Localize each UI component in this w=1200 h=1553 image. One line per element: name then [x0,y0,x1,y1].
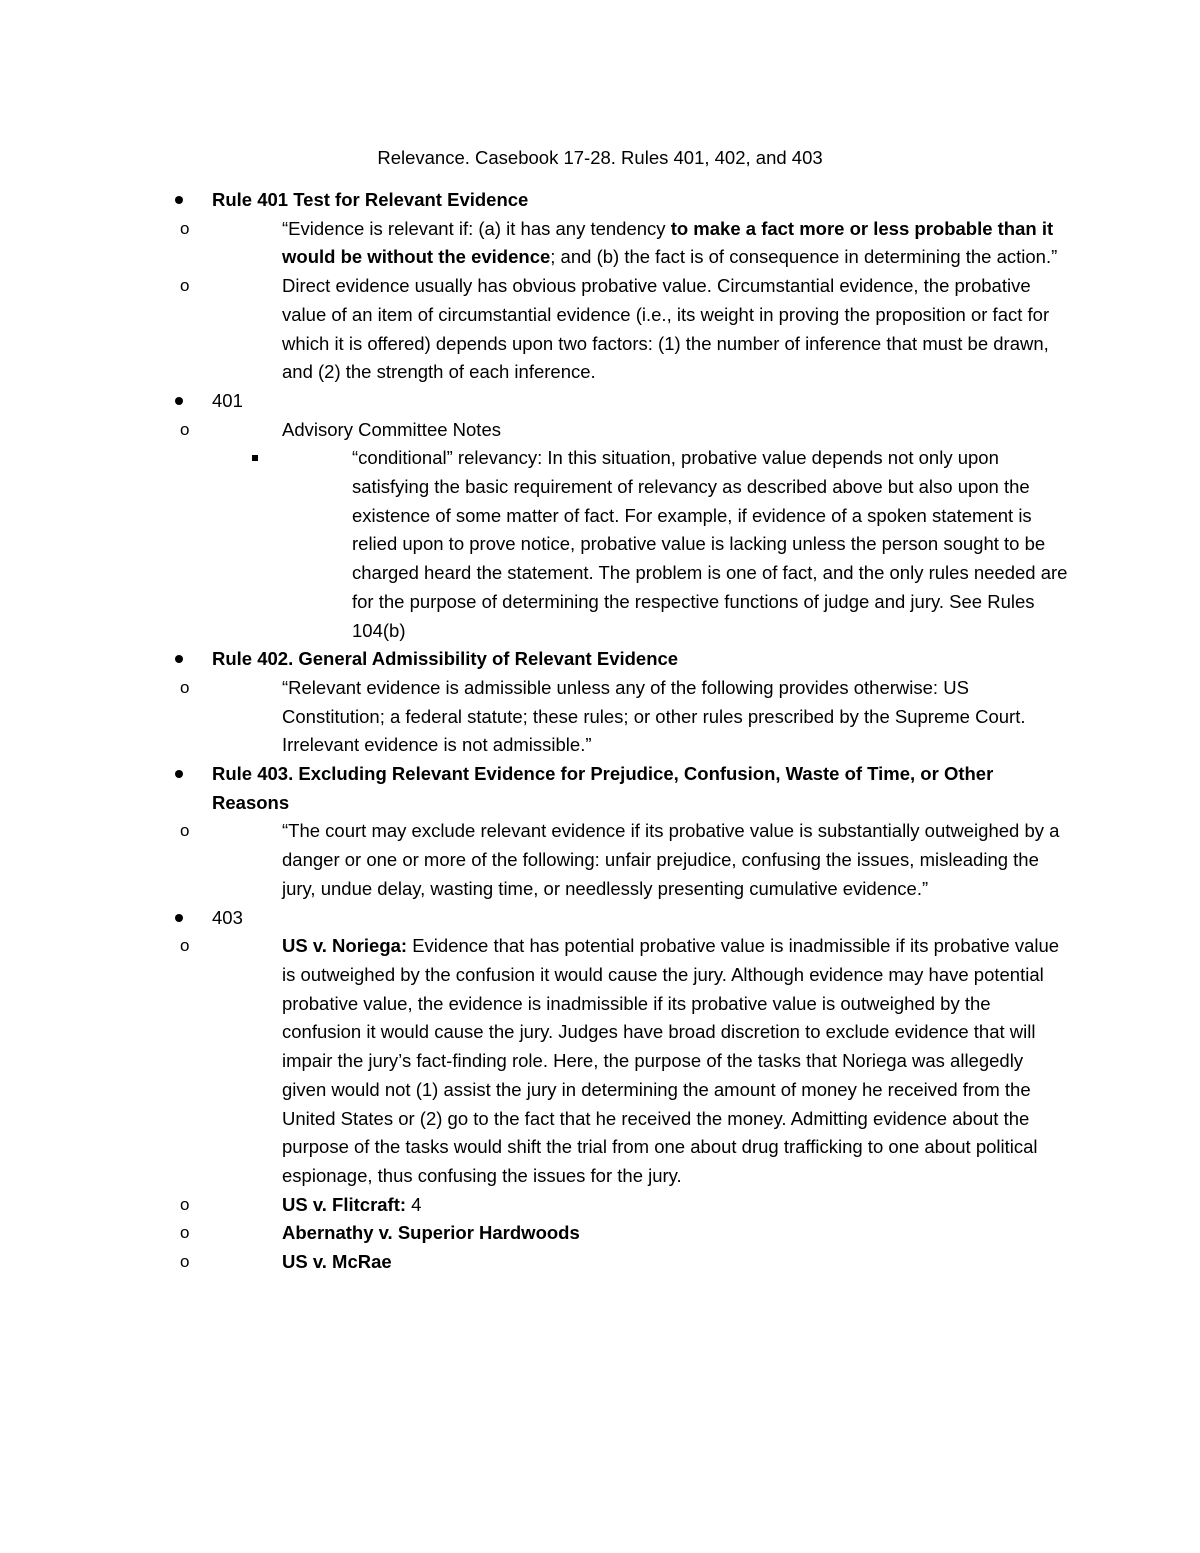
noriega-case-text: Evidence that has potential probative value is inadmissible if its probative value is outweighed by the confusion it would cause the jury. Although evidence may have potential probative value, the evidence is inadmissible if its probative value is outweighed by the confusion it would cause the jury. Judges have broad discretion to exclude evidence that will impair the jury’s fact-finding role. Here, the purpose of the tasks that Noriega was allegedly given would not (1) assist the jury in determining the amount of money he received from the United States or (2) go to the fact that he received the money. Admitting evidence about the purpose of the tasks would shift the trial from one about drug trafficking to one about political espionage, thus confusing the issues for the jury. [282,935,1060,1186]
bullet-o: o [180,419,190,439]
outline-item-401 [170,387,1070,645]
bullet-dot [175,770,183,778]
outline-item-rule-402 [170,645,1070,760]
bullet-o: o [180,677,190,697]
document-title: Relevance. Casebook 17-28. Rules 401, 402, and 403 [377,147,823,168]
bullet-o: o [180,1223,190,1243]
bullet-dot [175,914,183,922]
section-403-sublist [180,932,1070,1276]
bullet-square [252,455,258,461]
rule-402-sublist [180,674,1070,760]
rule-401-quote [180,215,1070,272]
conditional-relevancy [282,444,1070,645]
bullet-o: o [180,218,190,238]
flitcraft-case-name: US v. Flitcraft: [282,1193,407,1215]
advisory-committee-notes [180,416,1070,646]
noriega-case-name: US v. Noriega: [282,935,408,957]
rule-401-sublist [180,215,1070,387]
section-401-sublist [180,416,1070,646]
bullet-o: o [180,821,190,841]
rule-403-sublist [180,817,1070,903]
rule-401-quote-bold: to make a fact more or less probable than it would be without the evidence [282,217,1054,268]
section-401-heading: 401 [212,389,243,411]
outline-list [170,186,1070,1277]
advisory-notes-sublist [282,444,1070,645]
outline-item-403 [170,904,1070,1277]
direct-evidence-text: Direct evidence usually has obvious probative value. Circumstantial evidence, the probative value of an item of circumstantial evidence (i.e., its weight in proving the proposition or fact for which it is offered) depends upon two factors: (1) the number of inference that must be drawn, and (2) the strength of each inference. [282,275,1050,383]
case-flitcraft [180,1191,1070,1220]
rule-401-quote-part2: ; and (b) the fact is of consequence in determining the action.” [550,246,1058,268]
outline-item-rule-403 [170,760,1070,904]
section-403-heading: 403 [212,906,243,928]
rule-401-quote-part1: “Evidence is relevant if: (a) it has any tendency [282,217,671,239]
rule-402-heading: Rule 402. General Admissibility of Relevant Evidence [212,648,679,670]
bullet-o: o [180,1194,190,1214]
rule-401-heading: Rule 401 Test for Relevant Evidence [212,189,529,210]
mcrae-case-name: US v. McRae [282,1251,392,1273]
bullet-dot [175,655,183,663]
bullet-o: o [180,936,190,956]
case-mcrae [180,1248,1070,1277]
conditional-relevancy-text: “conditional” relevancy: In this situation, probative value depends not only upon satisfying the basic requirement of relevancy as described above but also upon the existence of some matter of fact. For example, if evidence of a spoken statement is relied upon to prove notice, probative value is lacking unless the person sought to be charged heard the statement. The problem is one of fact, and the only rules needed are for the purpose of determining the respective functions of judge and jury. See Rules 104(b) [352,447,1068,641]
rule-402-quote-text: “Relevant evidence is admissible unless any of the following provides otherwise: US Constitution; a federal statute; these rules; or other rules prescribed by the Supreme Court. Irrelevant evidence is not admissible.” [282,676,1026,756]
document-body [170,186,1070,1277]
bullet-dot [175,196,183,204]
bullet-o: o [180,276,190,296]
rule-403-quote [180,817,1070,903]
outline-item-rule-401 [170,186,1070,387]
case-noriega [180,932,1070,1190]
rule-401-direct-evidence [180,272,1070,387]
rule-403-heading: Rule 403. Excluding Relevant Evidence for Prejudice, Confusion, Waste of Time, or Other Reasons [212,763,994,813]
bullet-o: o [180,1252,190,1272]
abernathy-case-name: Abernathy v. Superior Hardwoods [282,1222,580,1244]
bullet-dot [175,397,183,405]
flitcraft-case-text: 4 [406,1193,422,1215]
rule-403-quote-text: “The court may exclude relevant evidence if its probative value is substantially outweighed by a danger or one or more of the following: unfair prejudice, confusing the issues, misleading the jury, undue delay, wasting time, or needlessly presenting cumulative evidence.” [282,820,1060,899]
case-abernathy [180,1219,1070,1248]
advisory-notes-label: Advisory Committee Notes [282,418,501,440]
rule-402-quote [180,674,1070,760]
